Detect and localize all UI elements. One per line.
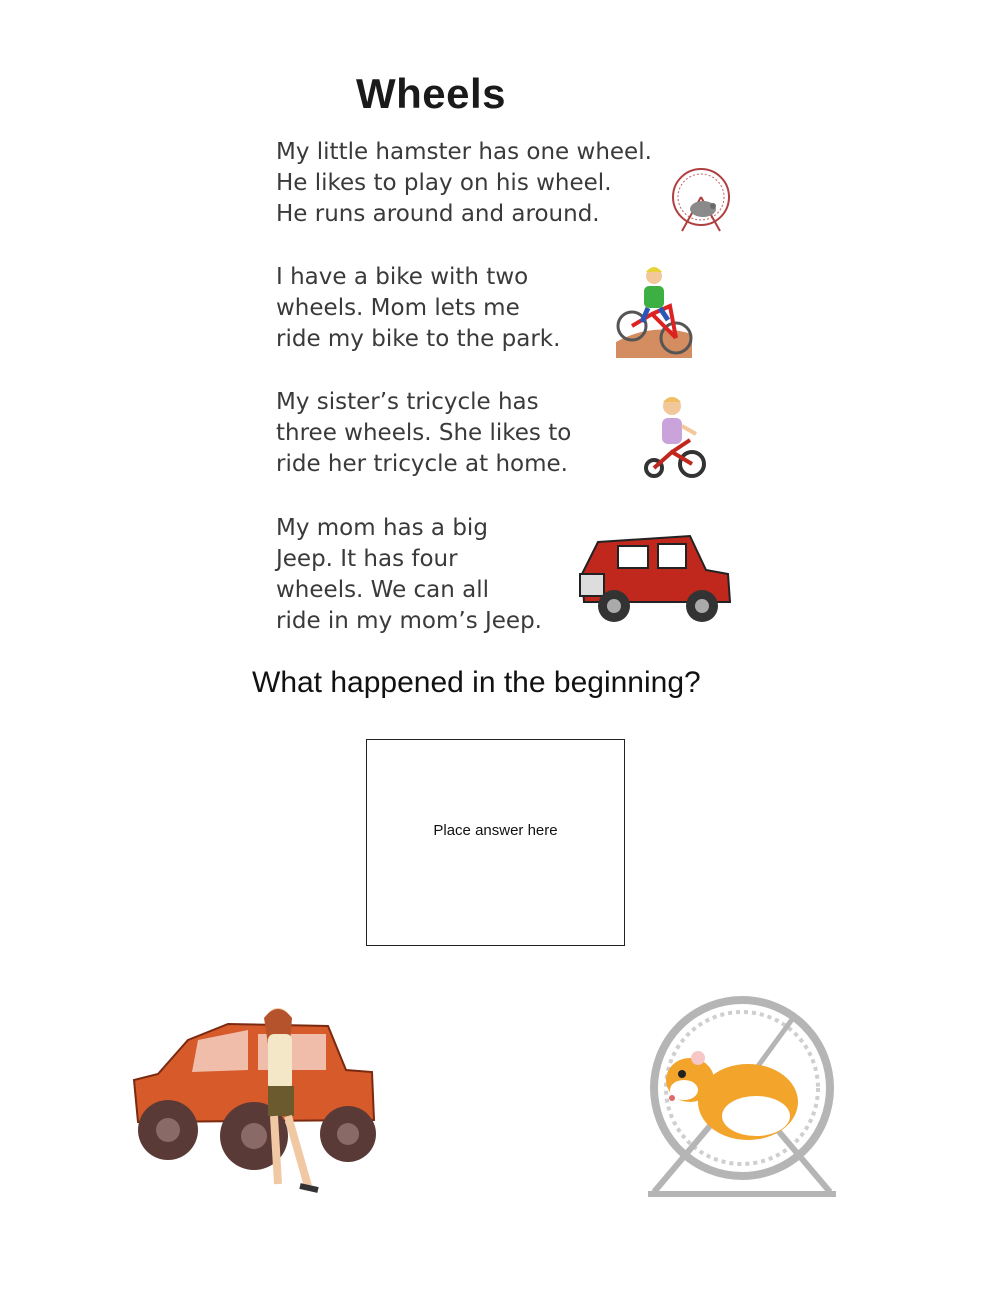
question-text: What happened in the beginning? (252, 666, 701, 699)
stanza-hamster (276, 137, 652, 230)
stanza-line: Jeep. It has four (276, 546, 458, 572)
stanza-line: My little hamster has one wheel. (276, 139, 652, 165)
stanza-line: He likes to play on his wheel. (276, 170, 612, 196)
woman-with-jeep-icon (128, 1000, 378, 1196)
stanza-tricycle (276, 387, 571, 480)
stanza-line: He runs around and around. (276, 201, 600, 227)
stanza-line: ride her tricycle at home. (276, 451, 568, 477)
answer-placeholder: Place answer here (433, 822, 558, 839)
stanza-line: I have a bike with two (276, 264, 529, 290)
stanza-line: My sister’s tricycle has (276, 389, 539, 415)
bike-rider-icon (612, 262, 696, 360)
worksheet-title: Wheels (356, 70, 507, 117)
stanza-line: ride in my mom’s Jeep. (276, 608, 542, 634)
stanza-line: wheels. Mom lets me (276, 295, 520, 321)
stanza-jeep (276, 513, 542, 637)
hamster-wheel-icon (668, 165, 734, 235)
stanza-line: My mom has a big (276, 515, 488, 541)
hamster-in-wheel-icon (644, 994, 842, 1200)
stanza-bike (276, 262, 560, 355)
tricycle-rider-icon (636, 390, 720, 486)
stanza-line: three wheels. She likes to (276, 420, 572, 446)
stanza-line: ride my bike to the park. (276, 326, 561, 352)
answer-drop-box[interactable] (366, 739, 625, 946)
red-jeep-icon (578, 530, 736, 630)
stanza-line: wheels. We can all (276, 577, 490, 603)
